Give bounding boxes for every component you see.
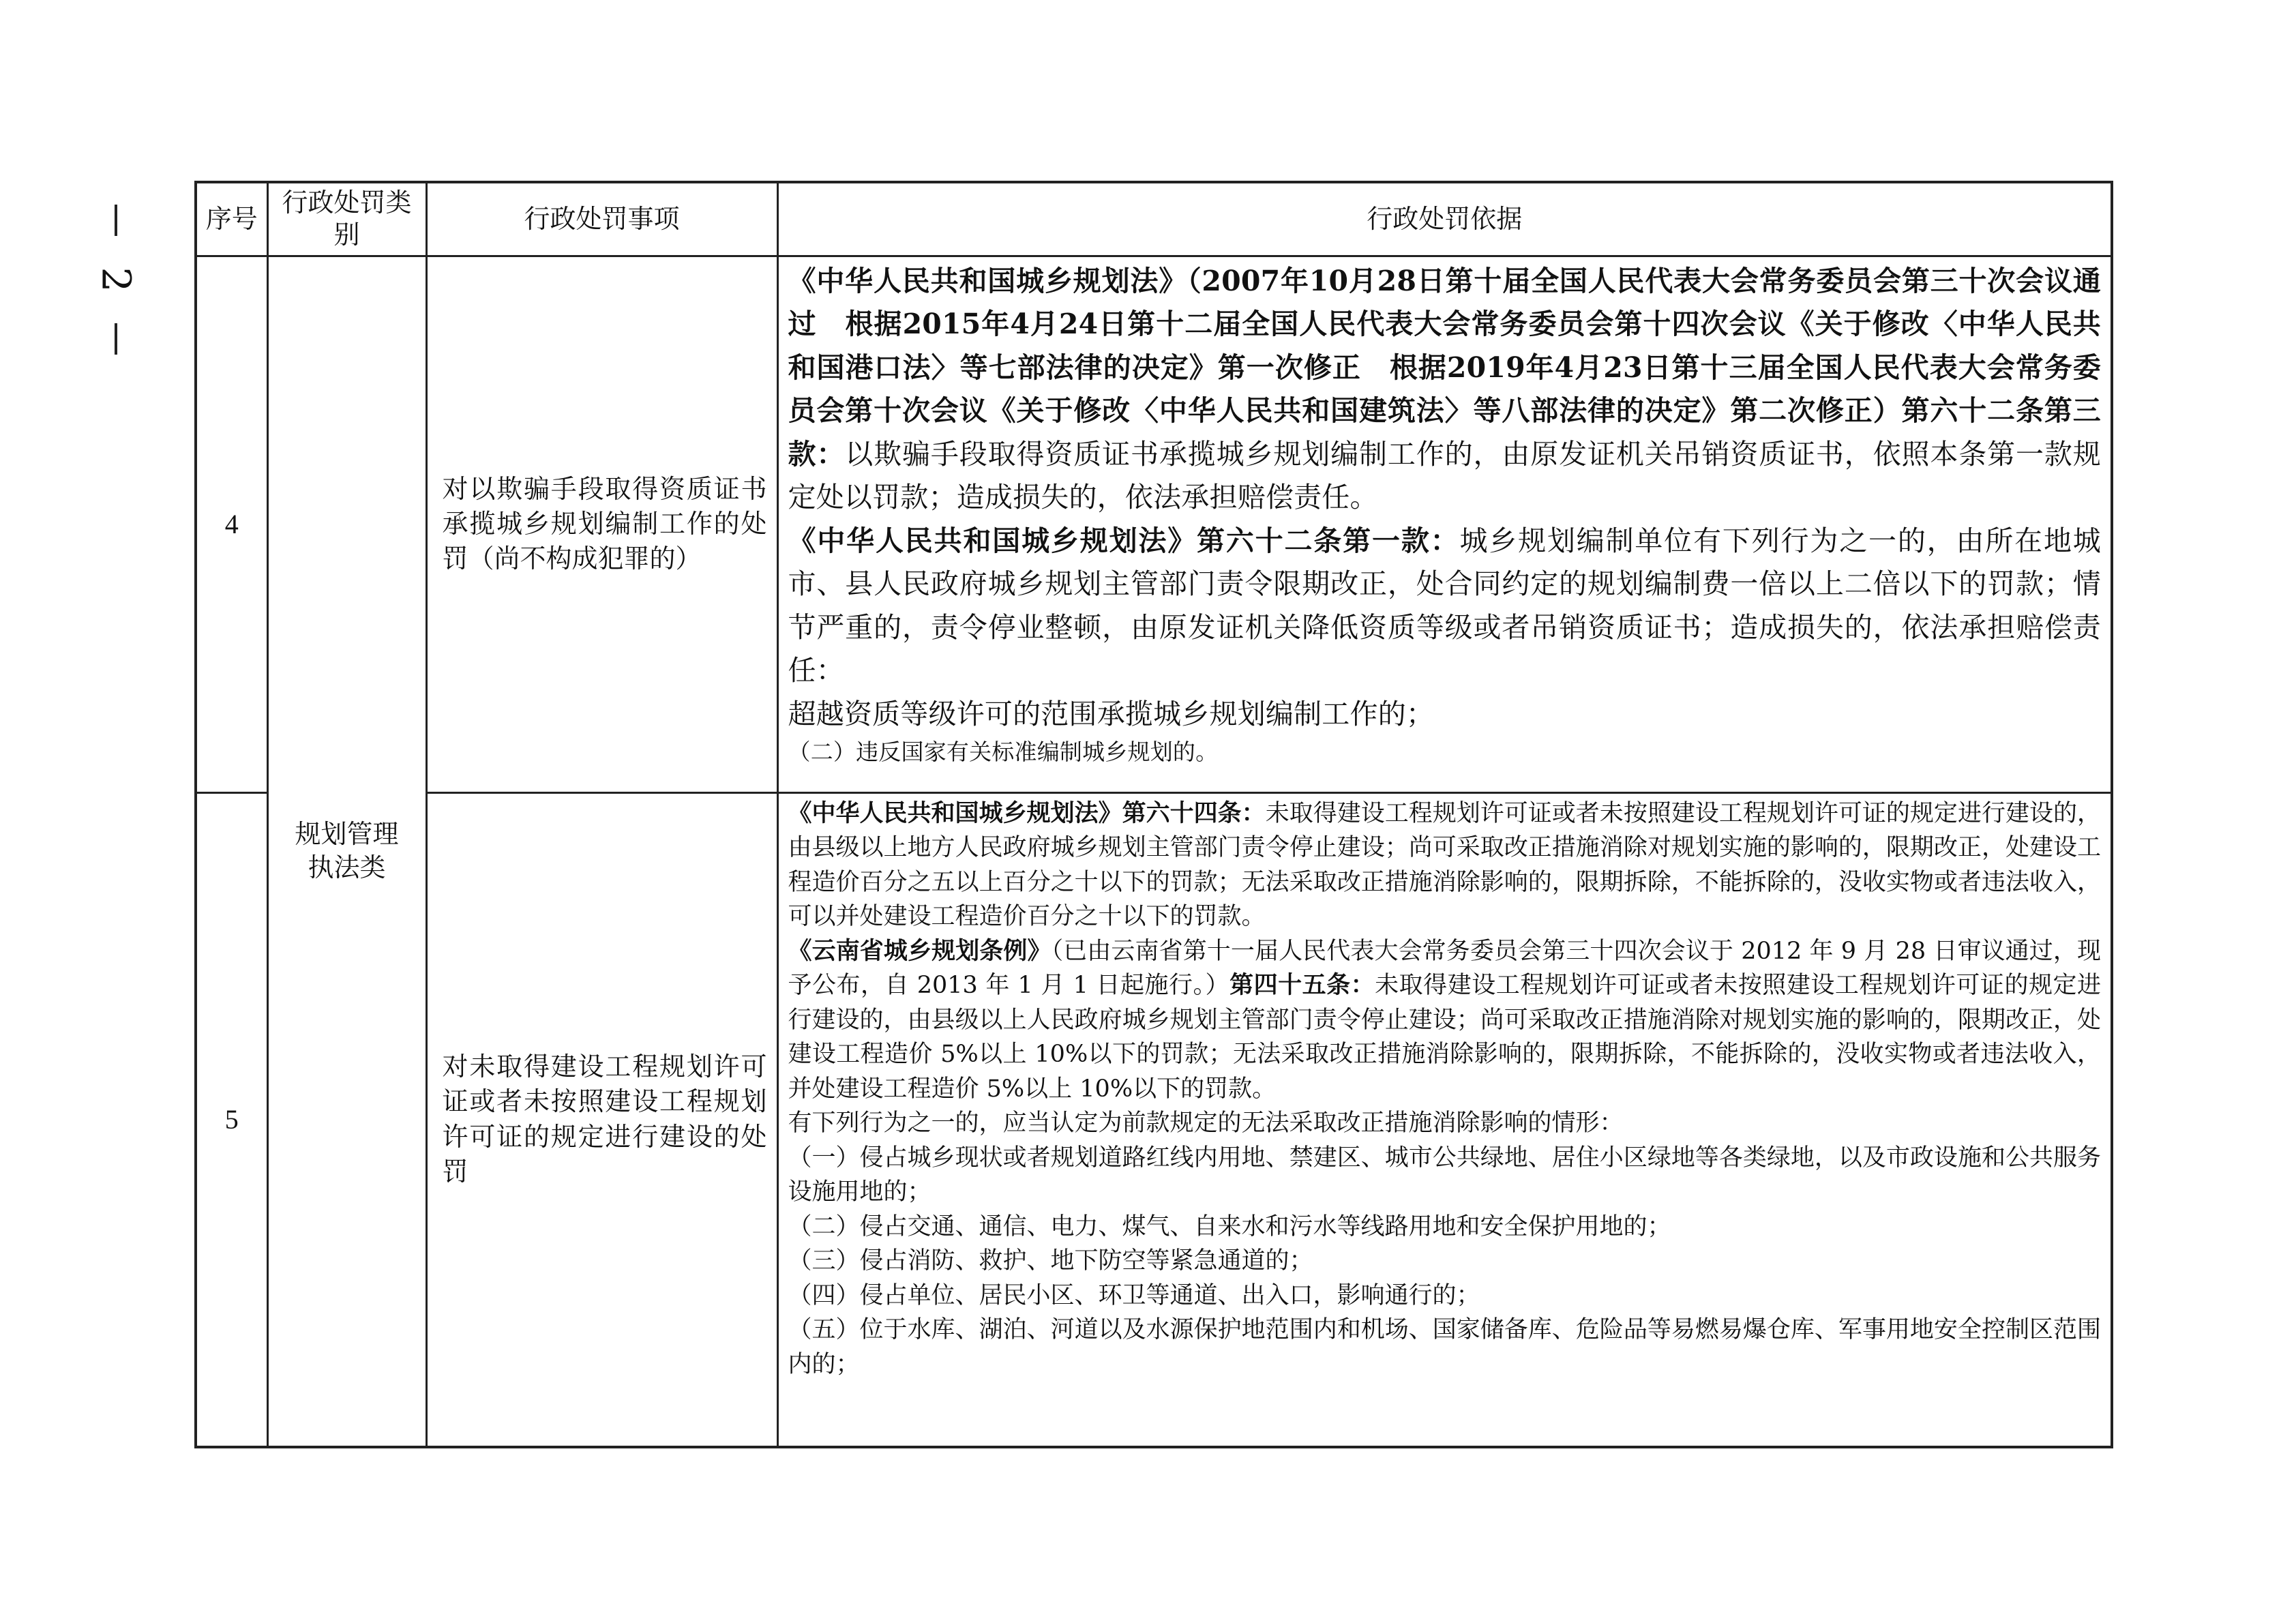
row-seq: 4 xyxy=(196,256,267,792)
page-number-value: 2 xyxy=(93,267,139,293)
basis-paragraph xyxy=(788,796,2102,934)
page-number-dash-top xyxy=(115,205,117,236)
row-item: 对未取得建设工程规划许可证或者未按照建设工程规划许可证的规定进行建设的处罚 xyxy=(426,792,777,1447)
header-seq: 序号 xyxy=(196,182,267,256)
basis-text: 未取得建设工程规划许可证或者未按照建设工程规划许可证的规定进行建设的，由县级以上地方人民政府城乡规划主管部门责令停止建设；尚可采取改正措施消除对规划实施的影响的，限期改正，处建设工程造价百分之五以上百分之十以下的罚款；无法采取改正措施消除影响的，限期拆除，不能拆除的，没收实物或者违法收入，可以并处建设工程造价百分之十以下的罚款。 xyxy=(788,799,2101,930)
basis-law-citation: 《中华人民共和国城乡规划法》第六十四条： xyxy=(788,799,1266,827)
basis-paragraph: 有下列行为之一的，应当认定为前款规定的无法采取改正措施消除影响的情形： xyxy=(788,1110,1624,1137)
table-row xyxy=(196,792,2112,1447)
row-category: 规划管理执法类 xyxy=(267,256,426,1447)
basis-paragraph: （一）侵占城乡现状或者规划道路红线内用地、禁建区、城市公共绿地、居住小区绿地等各类绿地，以及市政设施和公共服务设施用地的； xyxy=(788,1144,2101,1206)
basis-paragraph: （四）侵占单位、居民小区、环卫等通道、出入口，影响通行的； xyxy=(788,1281,1480,1309)
basis-paragraph: （二）违反国家有关标准编制城乡规划的。 xyxy=(788,739,1219,765)
row-seq: 5 xyxy=(196,792,267,1447)
header-item: 行政处罚事项 xyxy=(426,182,777,256)
table-header-row xyxy=(196,182,2112,256)
basis-law-citation: 《云南省城乡规划条例》 xyxy=(788,936,1052,965)
row-basis xyxy=(777,256,2112,792)
basis-law-citation: 第四十五条： xyxy=(1229,971,1375,999)
header-basis: 行政处罚依据 xyxy=(777,182,2112,256)
page-number xyxy=(89,205,143,355)
row-item: 对以欺骗手段取得资质证书承揽城乡规划编制工作的处罚（尚不构成犯罪的） xyxy=(426,256,777,792)
basis-paragraph xyxy=(788,520,2102,693)
basis-paragraph: （五）位于水库、湖泊、河道以及水源保护地范围内和机场、国家储备库、危险品等易燃易爆仓库、军事用地安全控制区范围内的； xyxy=(788,1316,2101,1378)
table-row xyxy=(196,256,2112,792)
page-number-dash-bottom xyxy=(115,323,117,355)
basis-law-citation: 《中华人民共和国城乡规划法》第六十二条第一款： xyxy=(788,524,1460,557)
basis-paragraph xyxy=(788,934,2102,1107)
basis-law-citation: 《中华人民共和国城乡规划法》（2007年10月28日第十届全国人民代表大会常务委员会第三十次会议通过 根据2015年4月24日第十二届全国人民代表大会常务委员会第十四次会议《关于修改〈中华人民共和国港口法〉等七部法律的决定》第一次修正 根据2019年4月23日第十三届全国人民代表大会常务委员会第十次会议《关于修改〈中华人民共和国建筑法〉等八部法律的决定》第二次修正）第六十二条第三款： xyxy=(788,264,2101,471)
basis-text: （已由云南省第十一届人民代表大会常务委员会第三十四次会议于 2012 年 9 月 28 日审议通过，现予公布，自 2013 年 1 月 1 日起施行。） xyxy=(788,937,2101,999)
basis-text: 城乡规划编制单位有下列行为之一的，由所在地城市、县人民政府城乡规划主管部门责令限期改正，处合同约定的规划编制费一倍以上二倍以下的罚款；情节严重的，责令停业整顿，由原发证机关降低资质等级或者吊销资质证书；造成损失的，依法承担赔偿责任： xyxy=(788,524,2101,687)
penalty-table xyxy=(194,181,2113,1448)
basis-paragraph: （二）侵占交通、通信、电力、煤气、自来水和污水等线路用地和安全保护用地的； xyxy=(788,1212,1671,1240)
basis-text: 未取得建设工程规划许可证或者未按照建设工程规划许可证的规定进行建设的，由县级以上人民政府城乡规划主管部门责令停止建设；尚可采取改正措施消除对规划实施的影响的，限期改正，处建设工程造价 5%以上 10%以下的罚款；无法采取改正措施消除影响的，限期拆除，不能拆除的，没收实物或者违法收入，并处建设工程造价 5%以上 10%以下的罚款。 xyxy=(788,972,2101,1103)
basis-paragraph xyxy=(788,260,2102,520)
header-category: 行政处罚类别 xyxy=(267,182,426,256)
basis-paragraph: （三）侵占消防、救护、地下防空等紧急通道的； xyxy=(788,1247,1313,1275)
row-basis xyxy=(777,792,2112,1447)
basis-text: 以欺骗手段取得资质证书承揽城乡规划编制工作的，由原发证机关吊销资质证书，依照本条第一款规定处以罚款；造成损失的，依法承担赔偿责任。 xyxy=(788,437,2101,513)
basis-paragraph: 超越资质等级许可的范围承揽城乡规划编制工作的； xyxy=(788,697,1435,730)
